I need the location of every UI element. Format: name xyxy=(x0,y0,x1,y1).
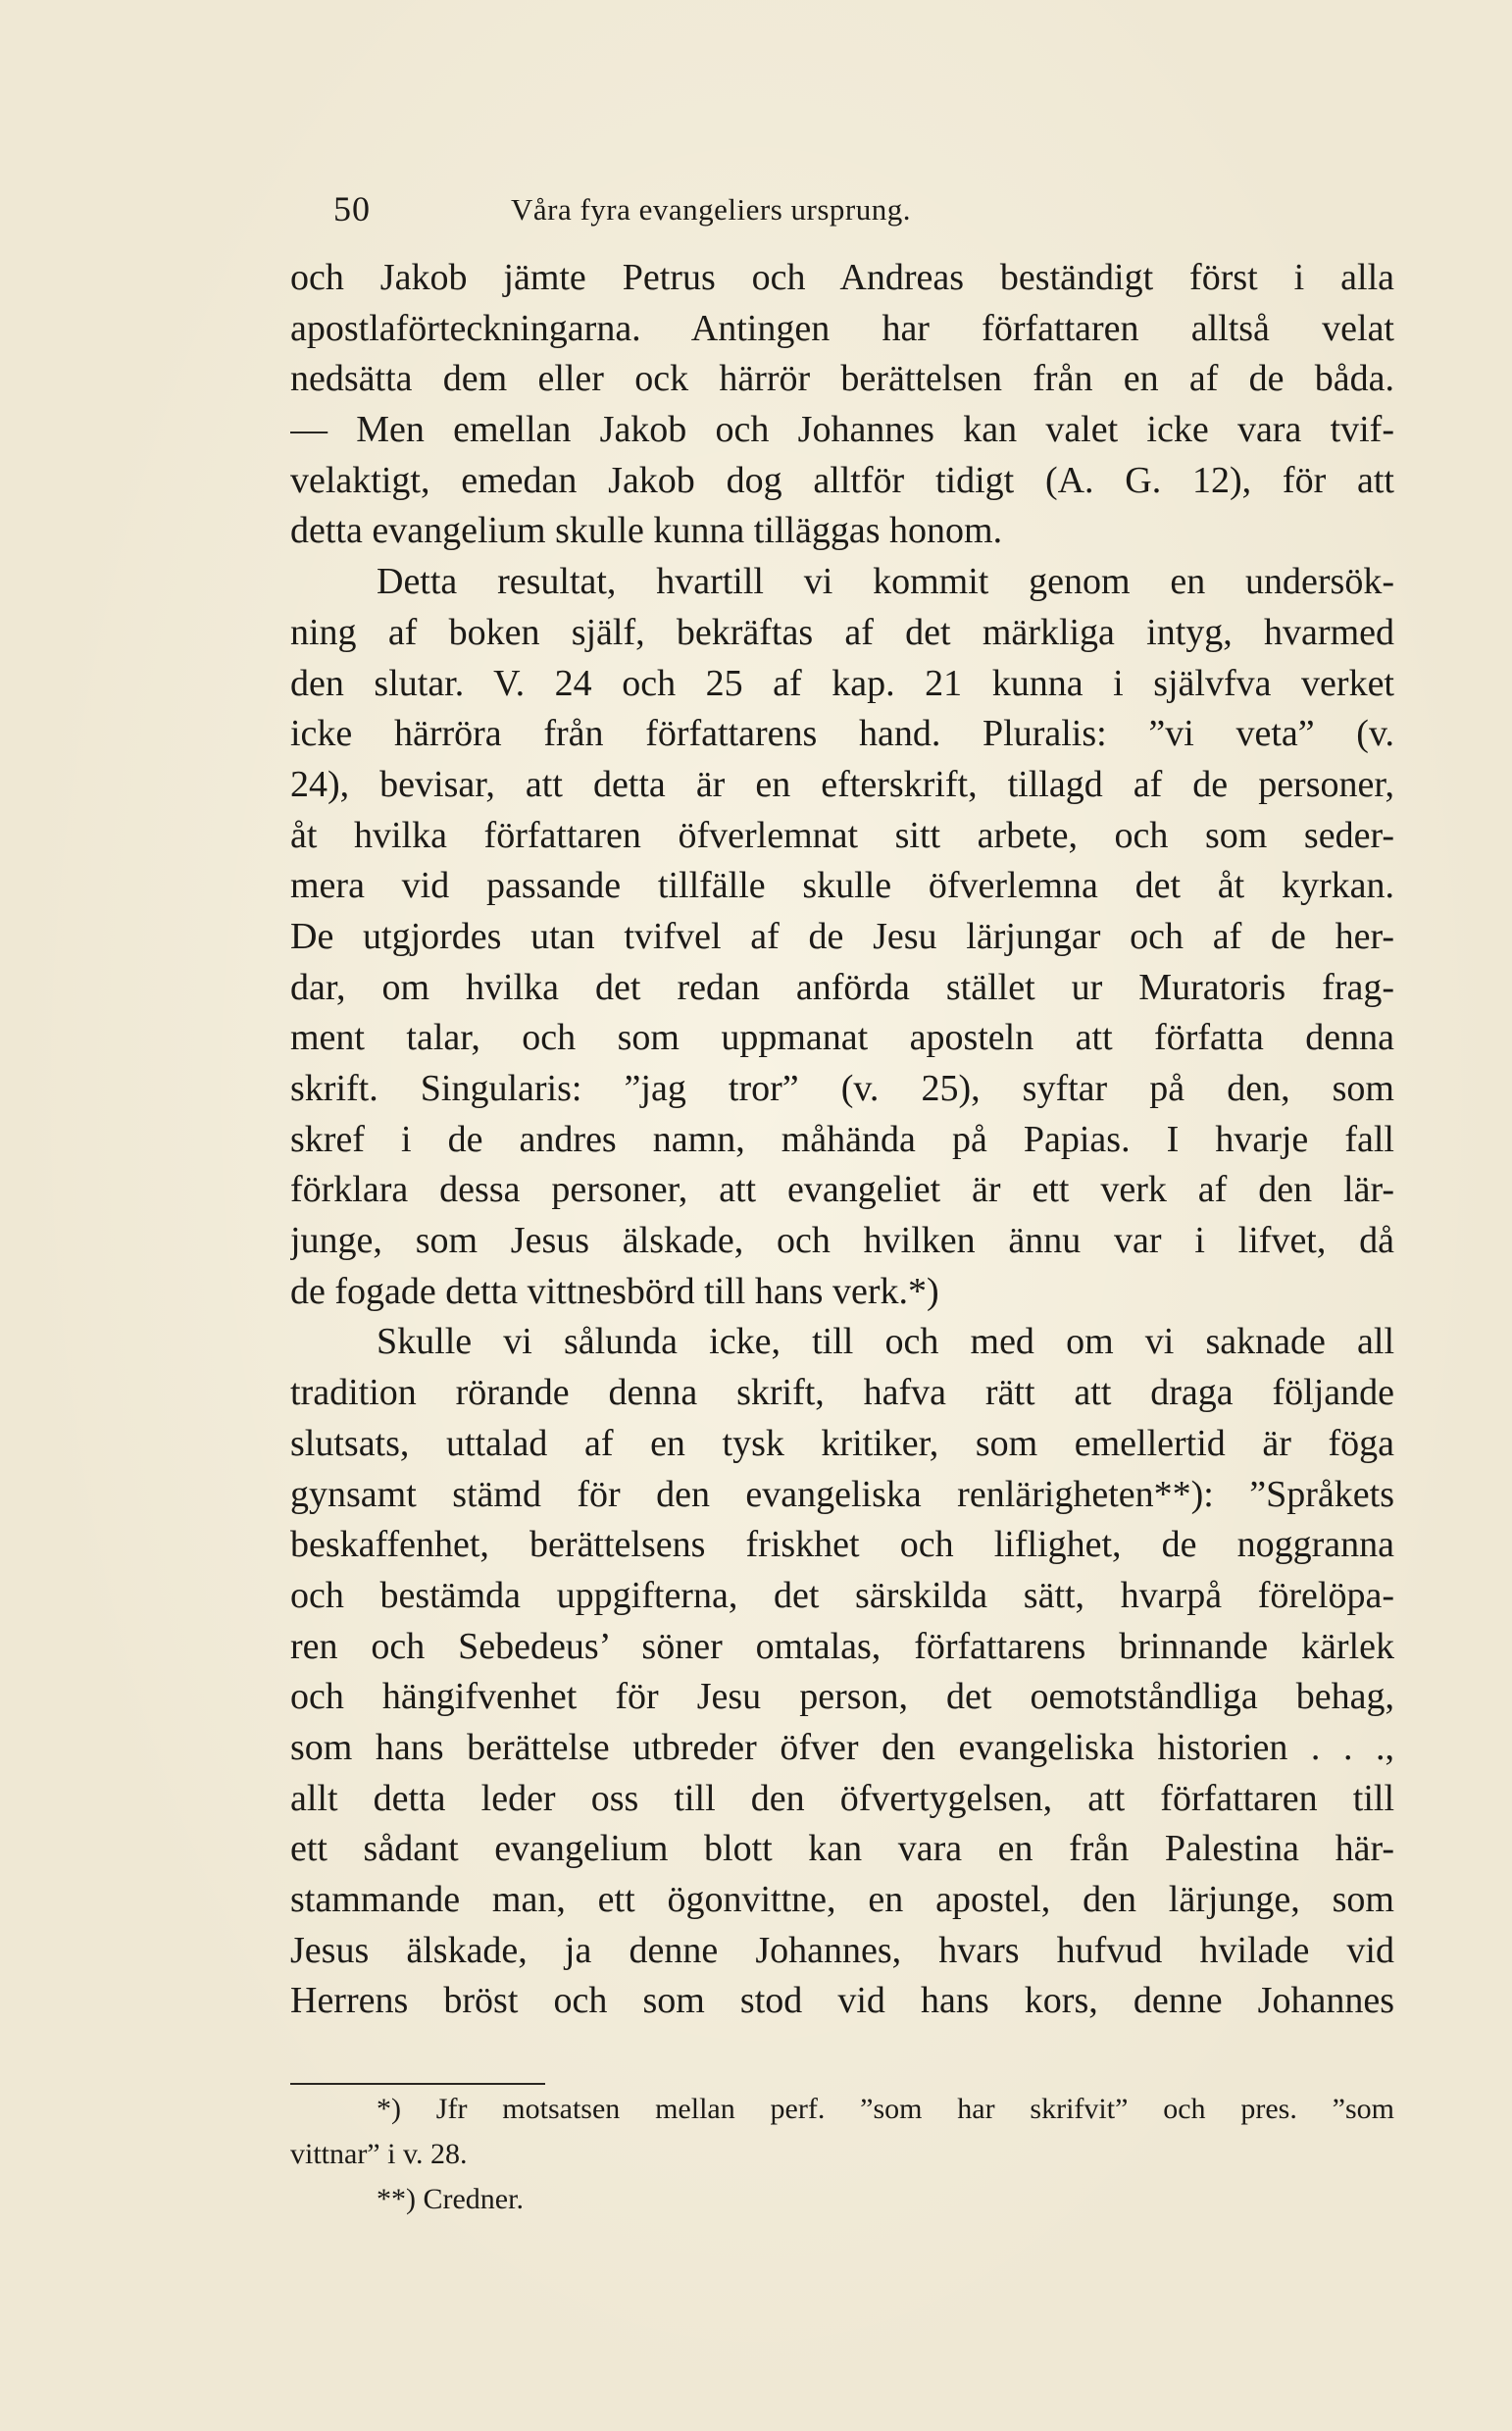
text-line: och bestämda uppgifterna, det särskilda sätt, hvarpå förelöpa- xyxy=(290,1574,1394,1616)
text-line: nedsätta dem eller ock härrör berättelsen från en af de båda. xyxy=(290,358,1394,400)
text-line: ment talar, och som uppmanat aposteln att författa denna xyxy=(290,1017,1394,1059)
text-line: de fogade detta vittnesbörd till hans verk.*) xyxy=(290,1270,939,1312)
text-line: och hängifvenhet för Jesu person, det oemotståndliga behag, xyxy=(290,1676,1394,1718)
text-line: allt detta leder oss till den öfvertygelsen, att författaren till xyxy=(290,1777,1394,1819)
text-line: skrift. Singularis: ”jag tror” (v. 25), syftar på den, som xyxy=(290,1068,1394,1109)
text-line: den slutar. V. 24 och 25 af kap. 21 kunna i självfva verket xyxy=(290,662,1394,704)
text-line: icke härröra från författarens hand. Pluralis: ”vi veta” (v. xyxy=(290,713,1394,755)
text-line: Detta resultat, hvartill vi kommit genom en undersök- xyxy=(377,561,1394,603)
text-line: junge, som Jesus älskade, och hvilken ännu var i lifvet, då xyxy=(290,1220,1394,1262)
text-line: apostlaförteckningarna. Antingen har författaren alltså velat xyxy=(290,307,1394,349)
text-line: 24), bevisar, att detta är en efterskrift, tillagd af de personer, xyxy=(290,763,1394,805)
text-line: tradition rörande denna skrift, hafva rätt att draga följande xyxy=(290,1372,1394,1414)
text-line: slutsats, uttalad af en tysk kritiker, som emellertid är föga xyxy=(290,1422,1394,1464)
text-line: ett sådant evangelium blott kan vara en från Palestina här- xyxy=(290,1828,1394,1870)
footnote-line: **) Credner. xyxy=(377,2183,524,2215)
footnotes xyxy=(290,2087,1394,2222)
page-number: 50 xyxy=(333,189,371,228)
text-line: Herrens bröst och som stod vid hans kors, denne Johannes xyxy=(290,1980,1394,2022)
text-line: ning af boken själf, bekräftas af det märkliga intyg, hvarmed xyxy=(290,611,1394,653)
text-line: De utgjordes utan tvifvel af de Jesu lärjungar och af de her- xyxy=(290,915,1394,957)
body-text xyxy=(290,253,1394,2027)
text-line: beskaffenhet, berättelsens friskhet och liflighet, de noggranna xyxy=(290,1524,1394,1566)
page-header xyxy=(333,188,1088,237)
text-line: velaktigt, emedan Jakob dog alltför tidigt (A. G. 12), för att xyxy=(290,459,1394,501)
footnote-divider xyxy=(290,2083,545,2085)
running-title: Våra fyra evangeliers ursprung. xyxy=(511,192,911,227)
text-line: skref i de andres namn, måhända på Papias. I hvarje fall xyxy=(290,1118,1394,1160)
text-line: och Jakob jämte Petrus och Andreas beständigt först i alla xyxy=(290,257,1394,298)
text-line: detta evangelium skulle kunna tilläggas honom. xyxy=(290,510,1003,552)
text-line: dar, om hvilka det redan anförda stället ur Muratoris frag- xyxy=(290,966,1394,1008)
text-line: Skulle vi sålunda icke, till och med om vi saknade all xyxy=(377,1321,1394,1363)
text-line: stammande man, ett ögonvittne, en apostel, den lärjunge, som xyxy=(290,1879,1394,1920)
text-line: gynsamt stämd för den evangeliska renlärigheten**): ”Språkets xyxy=(290,1473,1394,1515)
footnote-line: *) Jfr motsatsen mellan perf. ”som har skrifvit” och pres. ”som xyxy=(377,2093,1394,2125)
text-line: åt hvilka författaren öfverlemnat sitt arbete, och som seder- xyxy=(290,814,1394,856)
text-line: ren och Sebedeus’ söner omtalas, författarens brinnande kärlek xyxy=(290,1625,1394,1667)
text-line: — Men emellan Jakob och Johannes kan valet icke vara tvif- xyxy=(290,409,1394,451)
text-line: som hans berättelse utbreder öfver den evangeliska historien . . ., xyxy=(290,1726,1394,1768)
text-line: förklara dessa personer, att evangeliet är ett verk af den lär- xyxy=(290,1169,1394,1211)
text-line: Jesus älskade, ja denne Johannes, hvars hufvud hvilade vid xyxy=(290,1929,1394,1971)
footnote-line: vittnar” i v. 28. xyxy=(290,2138,468,2170)
text-line: mera vid passande tillfälle skulle öfverlemna det åt kyrkan. xyxy=(290,865,1394,907)
